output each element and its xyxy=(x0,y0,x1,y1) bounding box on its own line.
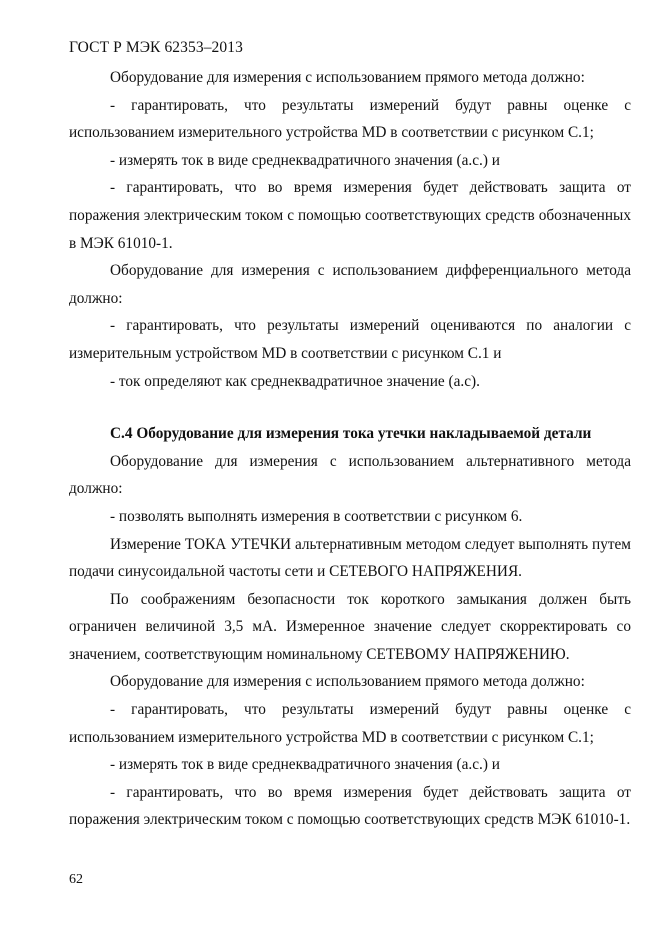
paragraph: Оборудование для измерения с использованием альтернативного метода должно: xyxy=(69,452,631,498)
list-item: - гарантировать, что результаты измерений будут равны оценке с использованием измерительного устройства MD в соответствии с рисунком С.1; xyxy=(69,96,631,142)
list-item: - гарантировать, что результаты измерений будут равны оценке с использованием измерительного устройства MD в соответствии с рисунком С.1; xyxy=(69,701,631,746)
paragraph: Оборудование для измерения с использованием прямого метода должно: xyxy=(110,673,585,691)
paragraph: По соображениям безопасности ток короткого замыкания должен быть ограничен величиной 3,5 мА. Измеренное значение следует скорректировать со значением, соответствующим номинальному СЕТЕВОМУ НАПРЯЖЕНИЮ. xyxy=(69,590,631,663)
list-item: - гарантировать, что во время измерения будет действовать защита от поражения электрическим током с помощью соответствующих средств МЭК 61010-1. xyxy=(69,783,631,829)
section-heading: С.4 Оборудование для измерения тока утечки накладываемой детали xyxy=(110,425,592,443)
list-item: - гарантировать, что во время измерения будет действовать защита от поражения электрическим током с помощью соответствующих средств обозначенных в МЭК 61010-1. xyxy=(69,179,631,252)
list-item: - измерять ток в виде среднеквадратичного значения (а.с.) и xyxy=(110,756,500,774)
page-number: 62 xyxy=(69,872,83,887)
paragraph: Оборудование для измерения с использованием дифференциального метода должно: xyxy=(69,262,631,307)
document-body xyxy=(69,64,631,834)
list-item: - позволять выполнять измерения в соответствии с рисунком 6. xyxy=(110,507,523,525)
list-item: - ток определяют как среднеквадратичное значение (а.с). xyxy=(110,372,480,390)
paragraph: Измерение ТОКА УТЕЧКИ альтернативным методом следует выполнять путем подачи синусоидальной частоты сети и СЕТЕВОГО НАПРЯЖЕНИЯ. xyxy=(69,535,631,581)
document-header: ГОСТ Р МЭК 62353–2013 xyxy=(69,39,243,56)
list-item: - измерять ток в виде среднеквадратичного значения (а.с.) и xyxy=(110,151,500,169)
list-item: - гарантировать, что результаты измерений оцениваются по аналогии с измерительным устройством MD в соответствии с рисунком С.1 и xyxy=(69,317,631,362)
paragraph: Оборудование для измерения с использованием прямого метода должно: xyxy=(110,69,585,86)
